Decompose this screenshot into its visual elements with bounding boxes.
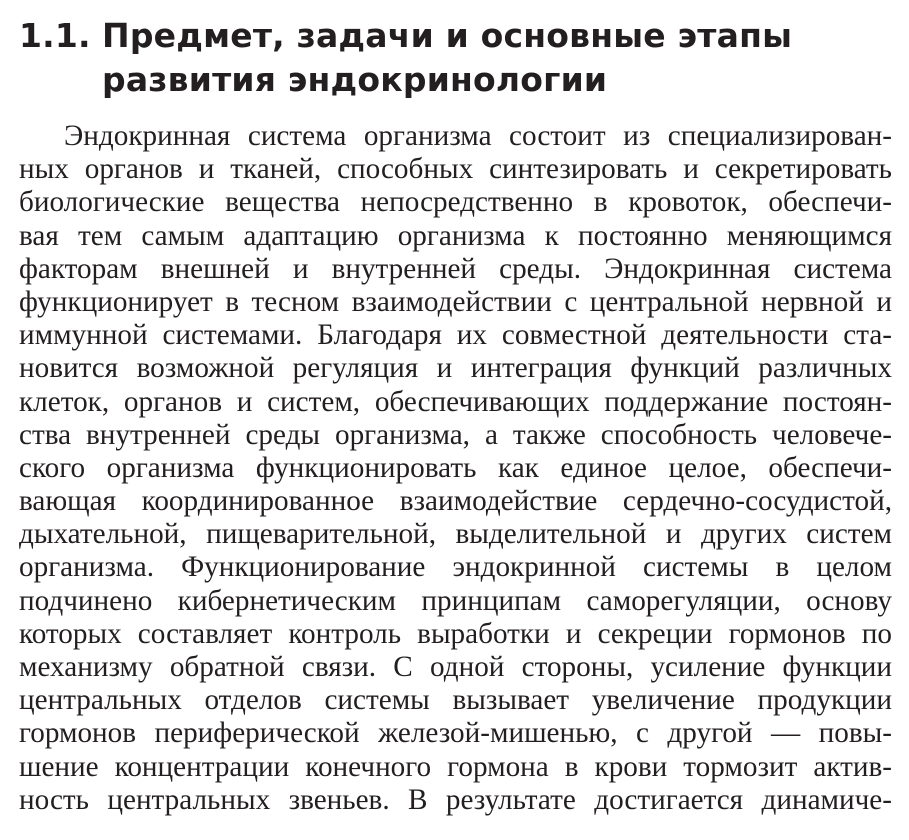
paragraph-line: организма. Функционирование эндокринной системы в целом <box>19 551 892 584</box>
paragraph-line: центральных отделов системы вызывает увеличение продукции <box>19 684 892 717</box>
paragraph-line: гормонов периферической железой-мишенью, с другой — повы- <box>19 717 892 750</box>
body-paragraph <box>19 120 892 817</box>
paragraph-line: ского организма функционировать как единое целое, обеспечи- <box>19 451 892 484</box>
paragraph-line: иммунной системами. Благодаря их совместной деятельности ста- <box>19 319 892 352</box>
paragraph-line: вающая координированное взаимодействие сердечно-сосудистой, <box>19 485 892 518</box>
section-number: 1.1. <box>19 16 91 55</box>
paragraph-line: шение концентрации конечного гормона в крови тормозит актив- <box>19 750 892 783</box>
paragraph-line: подчинено кибернетическим принципам саморегуляции, основу <box>19 584 892 617</box>
section-title-line-2: развития эндокринологии <box>102 60 608 99</box>
paragraph-line: биологические вещества непосредственно в кровоток, обеспечи- <box>19 186 892 219</box>
paragraph-line: ства внутренней среды организма, а также способность человече- <box>19 418 892 451</box>
paragraph-line: клеток, органов и систем, обеспечивающих поддержание постоян- <box>19 385 892 418</box>
paragraph-line: дыхательной, пищеварительной, выделительной и других систем <box>19 518 892 551</box>
section-title-line-1: Предмет, задачи и основные этапы <box>102 16 793 55</box>
paragraph-line: вая тем самым адаптацию организма к постоянно меняющимся <box>19 219 892 252</box>
paragraph-line: факторам внешней и внутренней среды. Эндокринная система <box>19 252 892 285</box>
paragraph-line: которых составляет контроль выработки и секреции гормонов по <box>19 617 892 650</box>
paragraph-line: механизму обратной связи. С одной стороны, усиление функции <box>19 651 892 683</box>
paragraph-line: функционирует в тесном взаимодействии с центральной нервной и <box>19 285 892 318</box>
paragraph-line: ных органов и тканей, способных синтезировать и секретировать <box>19 153 892 186</box>
paragraph-line: ность центральных звеньев. В результате достигается динамиче- <box>19 783 892 816</box>
paragraph-line: новится возможной регуляция и интеграция функций различных <box>19 352 892 385</box>
paragraph-line: Эндокринная система организма состоит из специализирован- <box>64 120 892 152</box>
